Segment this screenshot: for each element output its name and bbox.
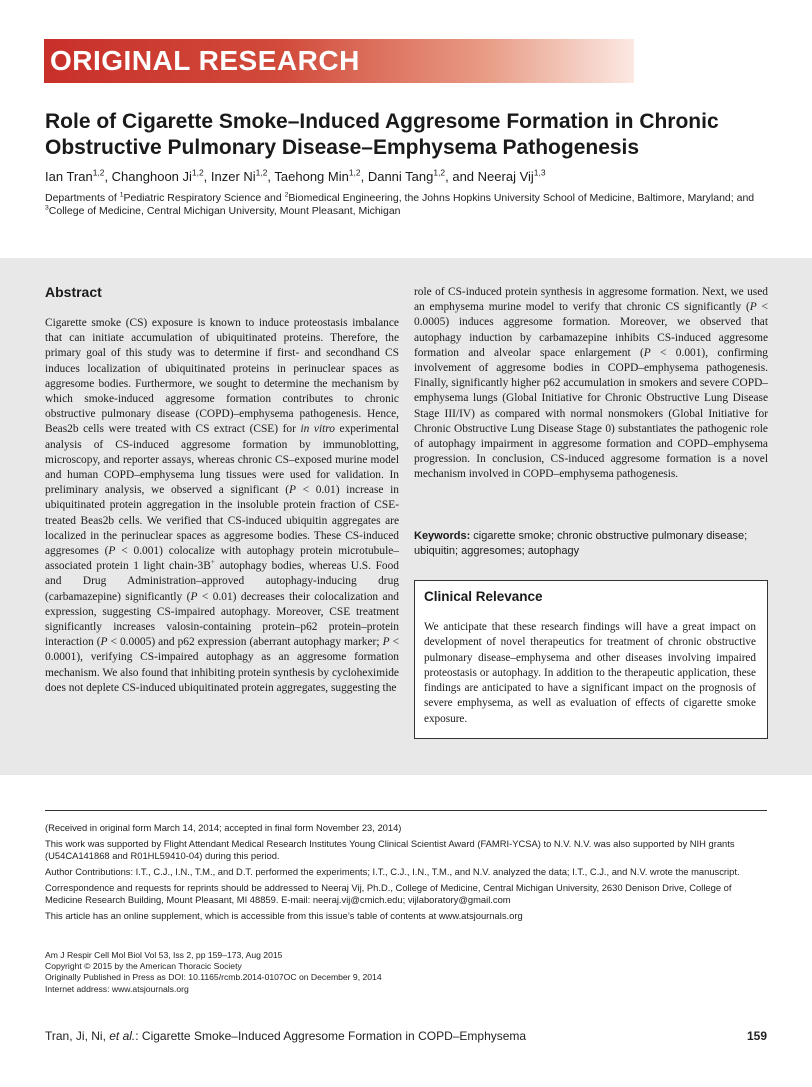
- received-note: (Received in original form March 14, 2014; accepted in final form November 23, 2014): [45, 822, 402, 833]
- p-value-symbol: P: [100, 636, 108, 649]
- abstract-text: < 0.001) colocalize with autophagy protein microtubule–associated protein 1 light chain-3B: [45, 545, 399, 573]
- affiliation-number: 2: [284, 191, 289, 199]
- et-al: et al.: [109, 1029, 136, 1043]
- banner-label: ORIGINAL RESEARCH: [50, 45, 360, 76]
- clinical-relevance-box: [414, 580, 768, 739]
- p-value-symbol: P: [643, 346, 651, 359]
- affiliation-text: College of Medicine, Central Michigan University, Mount Pleasant, Michigan: [48, 205, 401, 217]
- abstract-italic: in vitro: [300, 423, 335, 436]
- footnote-divider: [45, 810, 767, 811]
- abstract-text: < 0.0005) induces aggresome formation. Moreover, we observed that autophagy induction by carbamazepine inhibits CS-induced aggresome formation and alveolar space enlargement (: [414, 301, 768, 359]
- author-name: Inzer Ni: [210, 169, 256, 184]
- affiliations: [45, 192, 775, 218]
- author-affiliation: 1,2: [433, 167, 446, 178]
- author-affiliation: 1,3: [533, 167, 546, 178]
- abstract-text: role of CS-induced protein synthesis in aggresome formation. Next, we used an emphysema murine model to verify that chronic CS significantly (: [414, 286, 768, 314]
- p-value-symbol: P: [190, 590, 198, 603]
- keywords: [414, 529, 768, 559]
- article-title: Role of Cigarette Smoke–Induced Aggresome Formation in Chronic Obstructive Pulmonary Disease–Emphysema Pathogenesis: [45, 110, 719, 159]
- affiliation-text: Pediatric Respiratory Science and: [123, 192, 285, 204]
- author-list: Ian Tran$^{1,2}$, Changhoon Ji$^{1,2}$, Inzer Ni$^{1,2}$, Taehong Min$^{1,2}$, Danni Tang$^{1,2}$, and Neeraj Vij$^{1,3}$: [45, 167, 546, 184]
- clinical-relevance-title: Clinical Relevance: [424, 589, 543, 604]
- abstract-column-right: [414, 285, 768, 483]
- correspondence-note: Correspondence and requests for reprints should be addressed to Neeraj Vij, Ph.D., College of Medicine, Central Michigan University, 2630 Denison Drive, College of Medicine Research Building, Mount Pleasant, MI 48859. E-mail: neeraj.vij@cmich.edu; vijlaboratory@gmail.com: [45, 882, 732, 905]
- keywords-text: cigarette smoke; chronic obstructive pulmonary disease; ubiquitin; aggresomes; autophagy: [414, 530, 748, 557]
- citation-line: Am J Respir Cell Mol Biol Vol 53, Iss 2, pp 159–173, Aug 2015: [45, 950, 283, 960]
- author-name: Ian Tran: [45, 169, 93, 184]
- abstract-text: < 0.0005) and p62 expression (aberrant autophagy marker;: [107, 636, 383, 649]
- p-value-symbol: P: [749, 301, 757, 314]
- internet-address-line: Internet address: www.atsjournals.org: [45, 983, 189, 994]
- abstract-column-left: [45, 316, 399, 696]
- funding-note: This work was supported by Flight Attendant Medical Research Institutes Young Clinical Scientist Award (FAMRI-YCSA) to N.V. N.V. was also supported by NIH grants (U54CA141868 and R01HL59410-04) during this period.: [45, 838, 735, 861]
- supplement-note: This article has an online supplement, which is accessible from this issue’s table of contents at www.atsjournals.org: [45, 910, 523, 921]
- p-value-symbol: P: [108, 545, 116, 558]
- author-conjunction: and: [452, 169, 475, 184]
- author-affiliation: 1,2: [92, 167, 105, 178]
- abstract-text: experimental analysis of CS-induced aggresome formation by immunoblotting, microscopy, and reporter assays, whereas chronic CS–exposed murine model and human COPD–emphysema lung tissues were used for validation. In preliminary analysis, we observed a significant (: [45, 423, 399, 497]
- abstract-heading: Abstract: [45, 284, 102, 300]
- copyright-line: Copyright © 2015 by the American Thoracic Society: [45, 961, 242, 972]
- contributions-note: Author Contributions: I.T., C.J., I.N., T.M., and D.T. performed the experiments; I.T., C.J., I.N., T.M., and N.V. analyzed the data; I.T., C.J., and N.V. wrote the manuscript.: [45, 866, 740, 877]
- author-name: Danni Tang: [367, 169, 434, 184]
- abstract-text: < 0.0001), verifying CS-impaired autophagy as an aggresome formation mechanism. We also found that inhibiting protein synthesis by cycloheximide does not deplete CS-induced ubiquitinated protein aggregates, suggesting the: [45, 636, 399, 694]
- author-name: Changhoon Ji: [111, 169, 192, 184]
- footnotes: [45, 822, 767, 926]
- affiliation-number: 3: [45, 204, 49, 212]
- affiliation-text: Biomedical Engineering, the Johns Hopkins University School of Medicine, Baltimore, Maryland; and: [288, 192, 755, 204]
- section-banner: [44, 39, 634, 83]
- abstract-text: < 0.01) decreases their colocalization and expression, suggesting CS-impaired autophagy. Moreover, CSE treatment significantly increases valosin-containing protein–p62 protein–protein interaction (: [45, 590, 400, 649]
- clinical-relevance-text: We anticipate that these research findings will have a great impact on development of novel therapeutics for treatment of chronic obstructive pulmonary disease–emphysema and other diseases involving impaired proteostasis or autophagy. In addition to the therapeutic application, these findings are anticipated to have a significant impact on the prognosis of severe emphysema, as well as evaluation of effects of cigarette smoke exposure.: [424, 621, 756, 725]
- abstract-text: < 0.01) increase in ubiquitinated protein aggregation in the insoluble protein fraction of CSE-treated Beas2b cells. We verified that CS-induced ubiquitin aggregates are localized in the perinuclear spaces as aggresome bodies. These CS-induced aggresomes (: [45, 484, 399, 558]
- affiliation-number: 1: [119, 191, 124, 199]
- running-authors: Tran, Ji, Ni,: [45, 1029, 110, 1043]
- author-affiliation: 1,2: [191, 167, 204, 178]
- p-value-symbol: P: [289, 484, 296, 497]
- abstract-text: Cigarette smoke (CS) exposure is known to induce proteostasis imbalance that can initiate accumulation of ubiquitinated proteins. Therefore, the primary goal of this study was to determine if first- and secondhand CS induces localization of ubiquitinated proteins in perinuclear spaces as aggresome bodies. Furthermore, we sought to determine the mechanism by which smoke-induced aggresome formation contributes to chronic obstructive pulmonary disease (COPD)–emphysema pathogenesis. Hence, Beas2b cells were treated with CS extract (CSE) for: [45, 317, 399, 436]
- doi-line: Originally Published in Press as DOI: 10.1165/rcmb.2014-0107OC on December 9, 2014: [45, 972, 382, 983]
- abstract-text: < 0.001), confirming involvement of aggresome bodies in COPD–emphysema pathogenesis. Finally, significantly higher p62 accumulation in smokers and severe COPD–emphysema lungs (Global Initiative for Chronic Obstructive Lung Disease Stage III/IV) as compared with normal nonsmokers (Global Initiative for Chronic Obstructive Lung Disease Stage 0) substantiates the pathogenic role of autophagy impairment in aggresome formation and COPD–emphysema progression. In conclusion, CS-induced aggresome formation is a novel mechanism involved in COPD–emphysema pathogenesis.: [414, 346, 768, 481]
- p-value-symbol: P: [382, 636, 390, 649]
- affiliation-prefix: Departments of: [45, 192, 120, 204]
- running-footer: [45, 1029, 526, 1043]
- publication-info: [45, 950, 767, 995]
- running-title: : Cigarette Smoke–Induced Aggresome Formation in COPD–Emphysema: [135, 1029, 527, 1043]
- author-name: Neeraj Vij: [477, 169, 534, 184]
- superscript-plus: +: [210, 557, 215, 567]
- keywords-label: Keywords:: [414, 530, 471, 542]
- abstract-text: autophagy bodies, whereas U.S. Food and Drug Administration–approved autophagy-inducing drug (carbamazepine) significantly (: [45, 560, 399, 603]
- author-affiliation: 1,2: [255, 167, 268, 178]
- author-affiliation: 1,2: [348, 167, 361, 178]
- page-number: 159: [746, 1029, 767, 1043]
- author-name: Taehong Min: [274, 169, 349, 184]
